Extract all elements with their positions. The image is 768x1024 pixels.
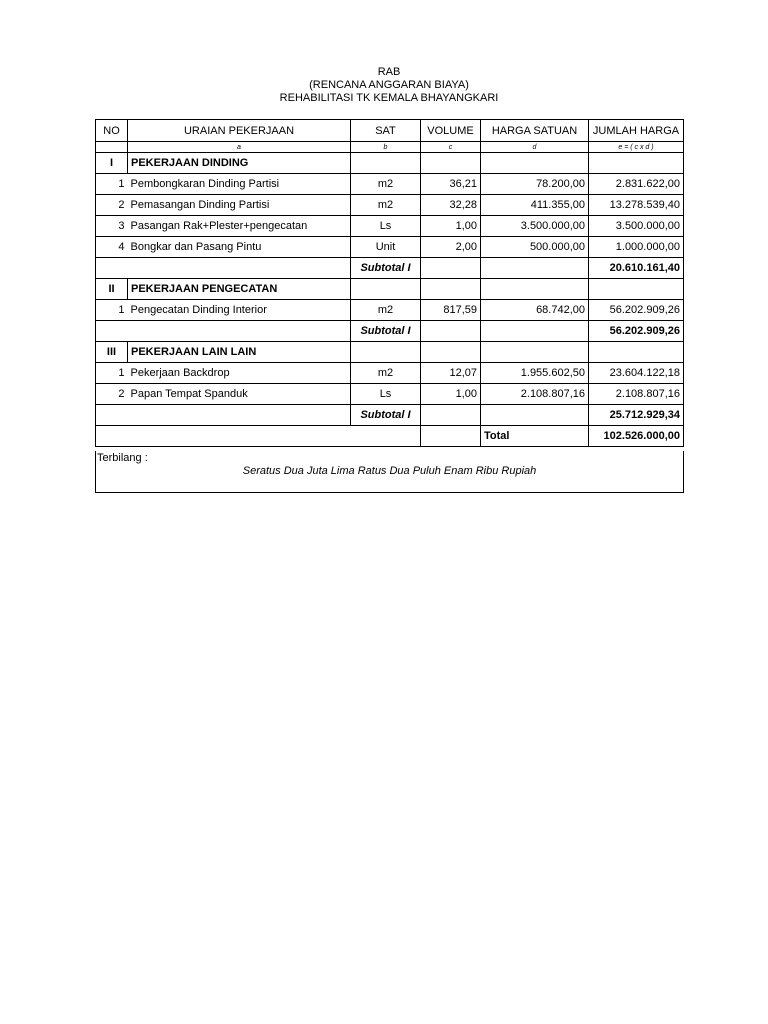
empty-cell [481,321,589,342]
title-rencana: (RENCANA ANGGARAN BIAYA) [309,79,469,91]
subtotal-value: 56.202.909,26 [589,321,684,342]
section-title: PEKERJAAN PENGECATAN [128,279,351,300]
item-unit-price: 411.355,00 [481,195,589,216]
letter-e: e = ( c x d ) [589,142,684,153]
empty-cell [589,279,684,300]
item-total-price: 1.000.000,00 [589,237,684,258]
item-number: 4 [96,237,128,258]
item-volume: 36,21 [421,174,481,195]
item-number: 1 [96,363,128,384]
item-total-price: 2.831.622,00 [589,174,684,195]
col-header-no: NO [96,120,128,142]
letter-d: d [481,142,589,153]
item-description: Pembongkaran Dinding Partisi [128,174,351,195]
table-row [96,384,684,405]
item-unit-price: 3.500.000,00 [481,216,589,237]
item-description: Pekerjaan Backdrop [128,363,351,384]
item-unit: Unit [351,237,421,258]
section-header-row [96,342,684,363]
empty-cell [481,153,589,174]
col-header-sat: SAT [351,120,421,142]
empty-cell [351,279,421,300]
empty-cell [421,321,481,342]
col-header-harga-satuan: HARGA SATUAN [481,120,589,142]
item-volume: 817,59 [421,300,481,321]
total-value: 102.526.000,00 [589,426,684,447]
item-unit: m2 [351,195,421,216]
empty-cell [351,153,421,174]
item-volume: 1,00 [421,216,481,237]
empty-cell [421,342,481,363]
empty-cell [589,342,684,363]
section-header-row [96,153,684,174]
item-total-price: 2.108.807,16 [589,384,684,405]
empty-cell [481,405,589,426]
table-row [96,300,684,321]
table-row [96,363,684,384]
letter-a: a [128,142,351,153]
item-number: 2 [96,195,128,216]
item-volume: 2,00 [421,237,481,258]
section-title: PEKERJAAN DINDING [128,153,351,174]
empty-cell [421,258,481,279]
empty-cell [96,321,128,342]
empty-cell [421,405,481,426]
empty-cell [481,279,589,300]
section-number: III [96,342,128,363]
total-row [96,426,684,447]
empty-cell [96,405,128,426]
item-description: Bongkar dan Pasang Pintu [128,237,351,258]
empty-cell [128,258,351,279]
item-unit-price: 1.955.602,50 [481,363,589,384]
empty-cell [351,342,421,363]
section-title: PEKERJAAN LAIN LAIN [128,342,351,363]
empty-cell [481,258,589,279]
item-volume: 12,07 [421,363,481,384]
item-total-price: 56.202.909,26 [589,300,684,321]
empty-cell [421,426,481,447]
item-description: Pemasangan Dinding Partisi [128,195,351,216]
subtotal-label: Subtotal I [351,258,421,279]
title-rab: RAB [377,66,401,78]
letter-b: b [351,142,421,153]
item-description: Papan Tempat Spanduk [128,384,351,405]
item-number: 1 [96,174,128,195]
item-description: Pasangan Rak+Plester+pengecatan [128,216,351,237]
total-label: Total [481,426,589,447]
item-total-price: 23.604.122,18 [589,363,684,384]
empty-cell [421,279,481,300]
item-unit-price: 2.108.807,16 [481,384,589,405]
item-volume: 1,00 [421,384,481,405]
subtotal-row [96,405,684,426]
item-unit: m2 [351,363,421,384]
section-header-row [96,279,684,300]
empty-cell [96,426,421,447]
item-unit-price: 78.200,00 [481,174,589,195]
item-number: 1 [96,300,128,321]
item-number: 3 [96,216,128,237]
column-letter-row [96,142,684,153]
item-volume: 32,28 [421,195,481,216]
subtotal-label: Subtotal I [351,405,421,426]
letter-c: c [421,142,481,153]
item-total-price: 13.278.539,40 [589,195,684,216]
letter-blank [96,142,128,153]
item-unit: m2 [351,174,421,195]
table-header-row [96,120,684,142]
empty-cell [481,342,589,363]
terbilang-text: Seratus Dua Juta Lima Ratus Dua Puluh Enam Ribu Rupiah [242,465,537,477]
item-unit-price: 68.742,00 [481,300,589,321]
item-unit: Ls [351,216,421,237]
item-description: Pengecatan Dinding Interior [128,300,351,321]
col-header-volume: VOLUME [421,120,481,142]
table-row [96,195,684,216]
table-row [96,216,684,237]
subtotal-value: 20.610.161,40 [589,258,684,279]
empty-cell [128,321,351,342]
item-number: 2 [96,384,128,405]
document-title-block [0,66,768,105]
table-row [96,237,684,258]
empty-cell [421,153,481,174]
item-unit-price: 500.000,00 [481,237,589,258]
table-row [96,174,684,195]
section-number: I [96,153,128,174]
terbilang-label: Terbilang : [97,452,148,464]
item-total-price: 3.500.000,00 [589,216,684,237]
title-project: REHABILITASI TK KEMALA BHAYANGKARI [279,92,499,104]
item-unit: Ls [351,384,421,405]
col-header-uraian: URAIAN PEKERJAAN [128,120,351,142]
empty-cell [96,258,128,279]
subtotal-value: 25.712.929,34 [589,405,684,426]
subtotal-label: Subtotal I [351,321,421,342]
item-unit: m2 [351,300,421,321]
subtotal-row [96,258,684,279]
section-number: II [96,279,128,300]
subtotal-row [96,321,684,342]
empty-cell [128,405,351,426]
terbilang-box [95,451,684,493]
empty-cell [589,153,684,174]
rab-table [95,119,684,447]
col-header-jumlah-harga: JUMLAH HARGA [589,120,684,142]
